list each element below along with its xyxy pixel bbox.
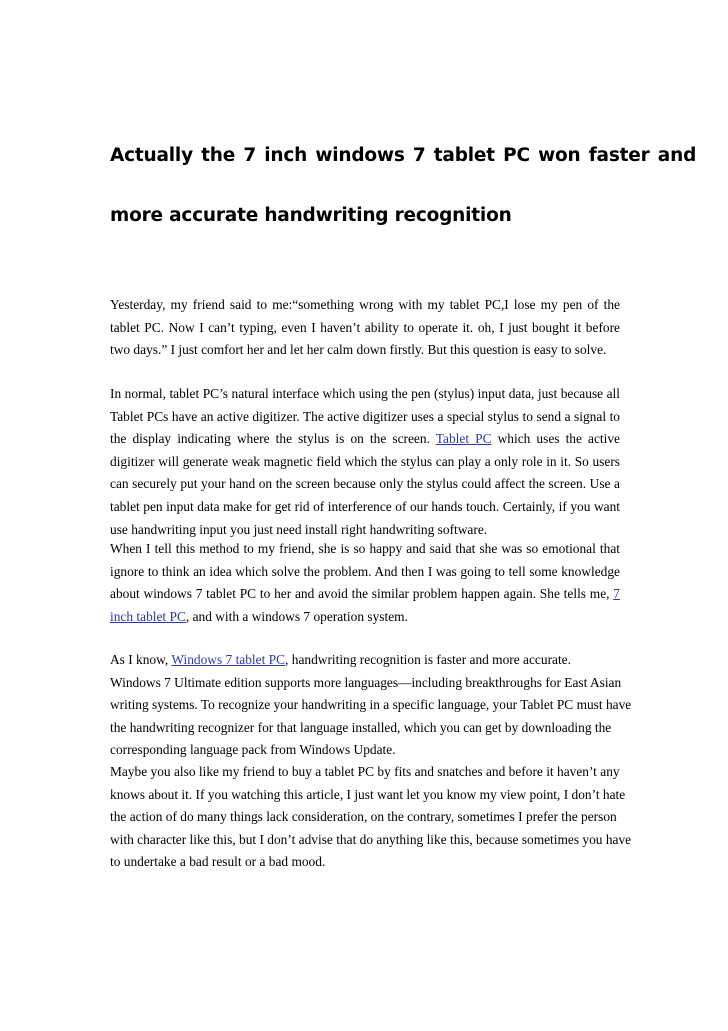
paragraph-4-line-5: corresponding language pack from Windows Update. — [110, 742, 396, 758]
paragraph-2 — [110, 383, 620, 541]
paragraph-4-line-3: writing systems. To recognize your handwriting in a specific language, your Tablet PC must have — [110, 697, 632, 713]
paragraph-5-line-1: Maybe you also like my friend to buy a tablet PC by fits and snatches and before it haven’t any — [110, 764, 620, 779]
paragraph-4-text-a: As I know, — [110, 652, 172, 667]
paragraph-5-line-4: with character like this, but I don’t advise that do anything like this, because sometimes you have — [110, 831, 632, 847]
paragraph-4 — [110, 649, 632, 762]
title-line-2: more accurate handwriting recognition — [110, 205, 512, 226]
paragraph-5-line-2: knows about it. If you watching this article, I just want let you know my view point, I don’t hate — [110, 786, 626, 802]
paragraph-1: Yesterday, my friend said to me:“something wrong with my tablet PC,I lose my pen of the tablet PC. Now I can’t typing, even I haven’t ability to operate it. oh, I just bought it before two days.” I just comfort her and let her calm down firstly. But this question is easy to solve. — [110, 297, 620, 358]
7-inch-tablet-pc-link[interactable]: 7 inch tablet PC — [110, 586, 620, 624]
paragraph-3 — [110, 538, 620, 628]
tablet-pc-link[interactable]: Tablet PC — [435, 431, 492, 447]
paragraph-3-text-b: , and with a windows 7 operation system. — [185, 608, 408, 624]
paragraph-5-line-3: the action of do many things lack consideration, on the contrary, sometimes I prefer the person — [110, 809, 617, 825]
paragraph-4-text-b: , handwriting recognition is faster and more accurate. — [285, 652, 571, 667]
paragraph-3-text-a: When I tell this method to my friend, she is so happy and said that she was so emotional that ignore to think an idea which solve the problem. And then I was going to tell some knowledge about windows 7 tablet PC to her and avoid the similar problem happen again. She tells me, — [110, 541, 620, 602]
paragraph-4-line-2: Windows 7 Ultimate edition supports more languages—including breakthroughs for East Asian — [110, 674, 622, 690]
paragraph-2-text-a: In normal, tablet PC’s natural interface which using the pen (stylus) input data, just because all Tablet PCs have an active digitizer. The active digitizer uses a special stylus to send a signal to the display indicating where the stylus is on the screen. — [110, 386, 620, 447]
paragraph-5 — [110, 761, 632, 874]
paragraph-2-text-b: which uses the active digitizer will generate weak magnetic field which the stylus can play a only role in it. So users can securely put your hand on the screen because only the stylus could affect the screen. Use a tablet pen input data make for get rid of interference of our hands touch. Certainly, if you want use handwriting input you just need install right handwriting software. — [110, 431, 620, 537]
windows-7-tablet-pc-link[interactable]: Windows 7 tablet PC — [171, 652, 286, 667]
paragraph-4-line-4: the handwriting recognizer for that language installed, which you can get by downloading the — [110, 719, 612, 735]
paragraph-4-line-1 — [110, 649, 620, 672]
title-line-1: Actually the 7 inch windows 7 tablet PC won faster and — [110, 145, 697, 166]
paragraph-5-line-5: to undertake a bad result or a bad mood. — [110, 854, 326, 870]
